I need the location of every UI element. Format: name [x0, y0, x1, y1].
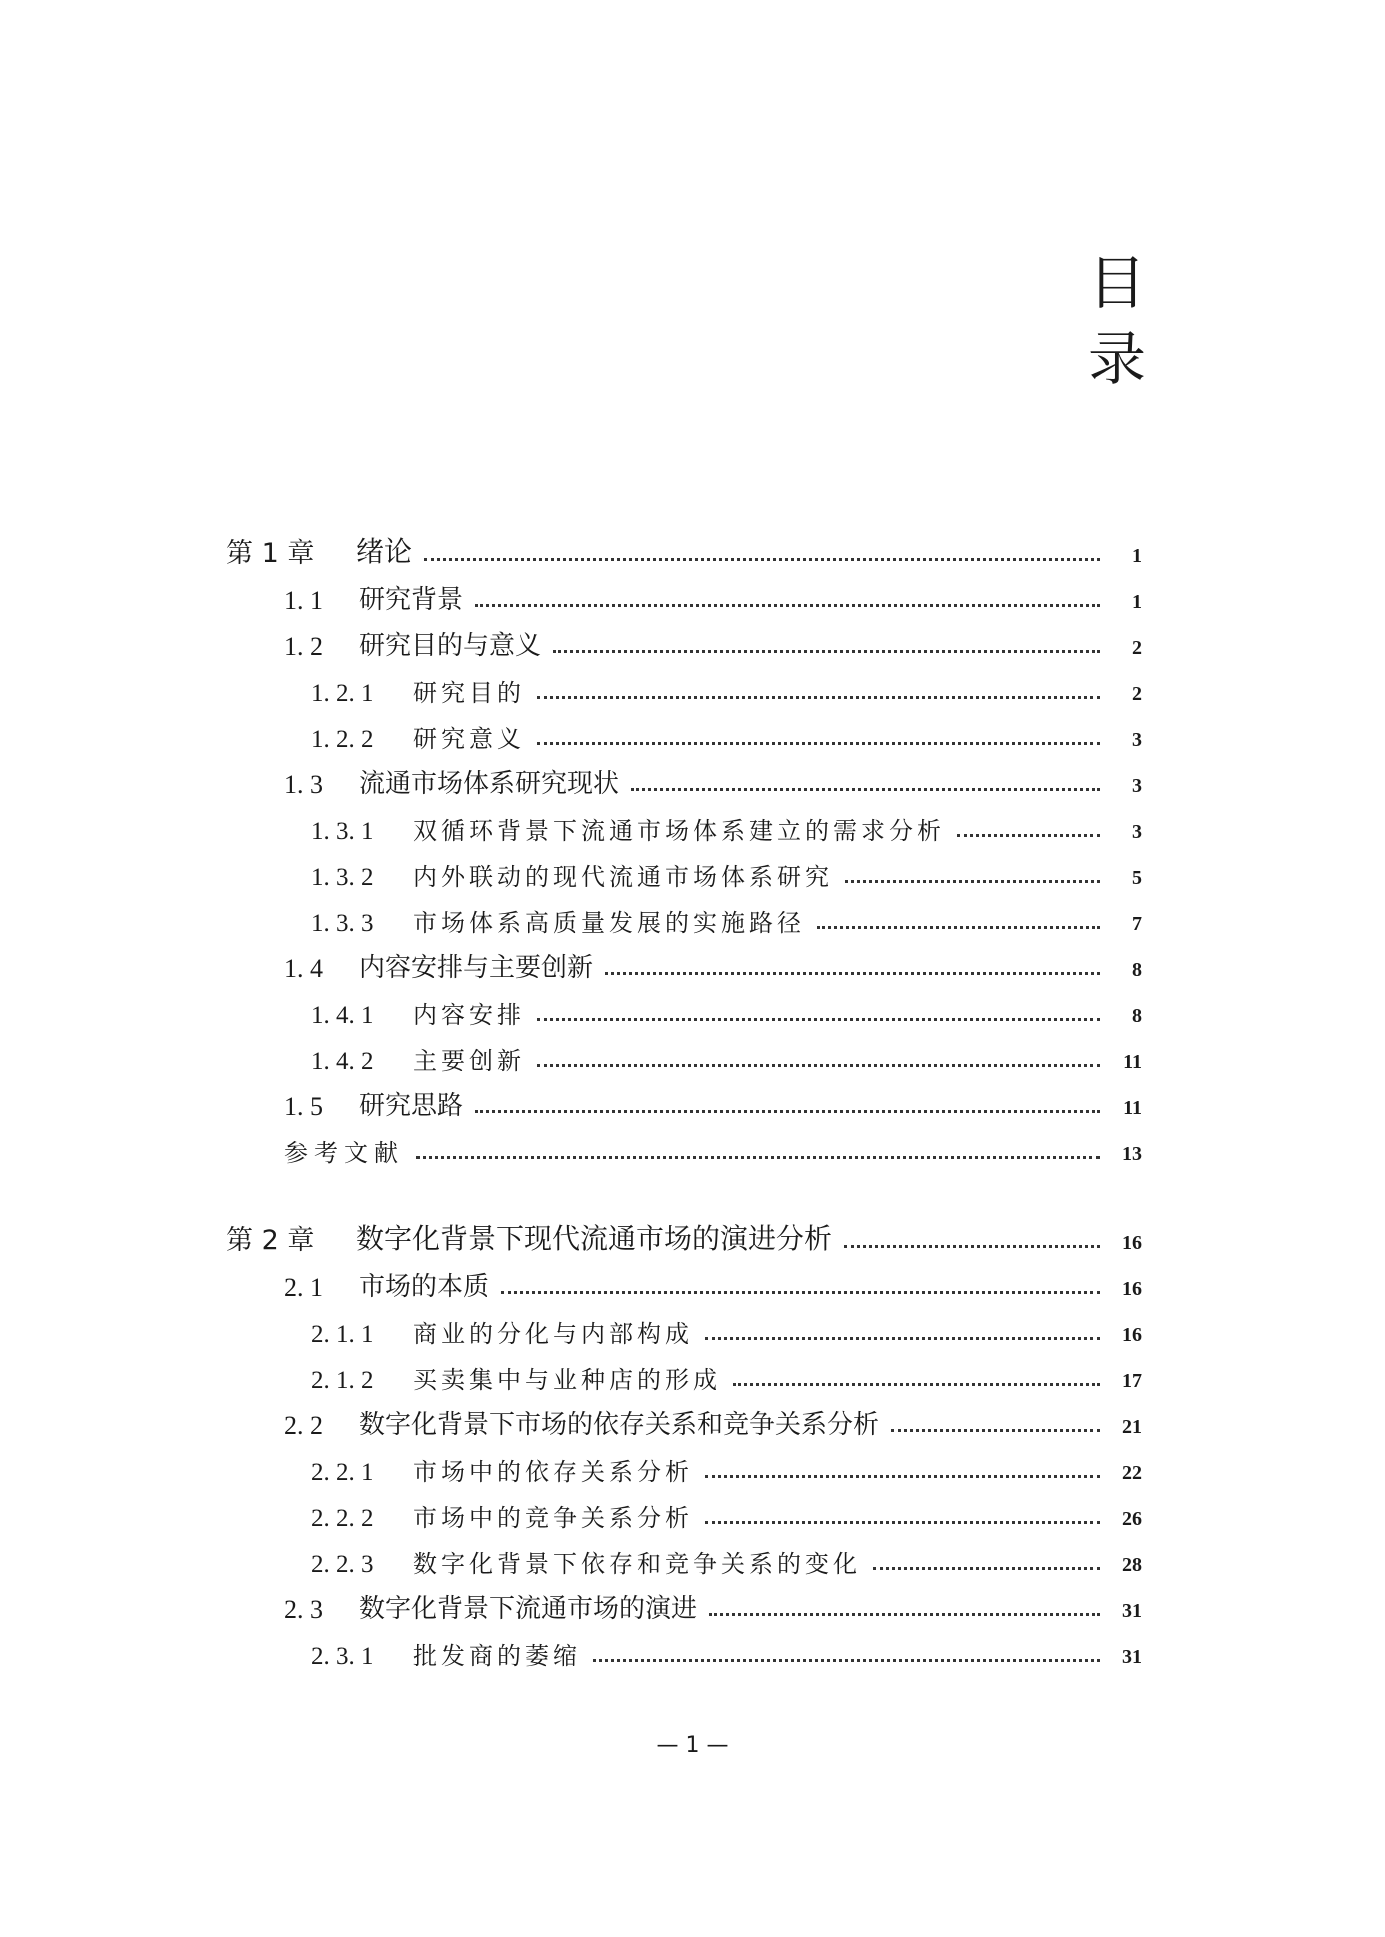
toc-entry [311, 1355, 1142, 1395]
dot-leader [605, 972, 1100, 975]
dot-leader [475, 1110, 1100, 1113]
dot-leader [705, 1521, 1100, 1524]
toc-entry-title: 研究思路 [359, 1091, 464, 1121]
toc-entry-title: 研究目的 [413, 679, 525, 707]
dot-leader [817, 926, 1100, 929]
toc-entry-title: 研究目的与意义 [359, 631, 542, 661]
toc-entry-page: 8 [1132, 1005, 1142, 1027]
toc-entry [311, 1539, 1142, 1579]
toc-entry [311, 898, 1142, 938]
toc-entry-title: 市场的本质 [359, 1272, 490, 1302]
toc-entry-page: 16 [1122, 1324, 1142, 1346]
toc-entry-number: 1. 3 [284, 770, 323, 799]
toc-entry-number: 2. 2 [284, 1411, 323, 1440]
toc-entry-title: 内外联动的现代流通市场体系研究 [413, 863, 833, 891]
toc-entry-title: 批发商的萎缩 [413, 1642, 581, 1670]
toc-entry [311, 714, 1142, 754]
dot-leader [553, 650, 1100, 653]
toc-entry-page: 22 [1122, 1462, 1142, 1484]
page-number-footer: — 1 — [656, 1733, 729, 1758]
toc-entry-number: 1. 3. 2 [311, 864, 374, 891]
toc-entry [311, 668, 1142, 708]
toc-entry-title: 研究背景 [359, 585, 464, 615]
toc-entry-title: 市场中的依存关系分析 [413, 1458, 693, 1486]
toc-entry-page: 3 [1132, 729, 1142, 751]
toc-entry [284, 760, 1142, 800]
dot-leader [475, 604, 1100, 607]
dot-leader [705, 1475, 1100, 1478]
toc-entry [311, 990, 1142, 1030]
toc-entry-page: 26 [1122, 1508, 1142, 1530]
toc-entry-title: 双循环背景下流通市场体系建立的需求分析 [413, 817, 945, 845]
toc-entry-title: 绪论 [356, 535, 413, 568]
toc-entry-page: 8 [1132, 959, 1142, 981]
toc-entry-title: 内容安排 [413, 1001, 525, 1029]
dot-leader [705, 1337, 1100, 1340]
toc-title-char-1: 目 [1088, 249, 1147, 317]
toc-entry-number: 1. 4. 1 [311, 1002, 374, 1029]
toc-entry-page: 7 [1132, 913, 1142, 935]
dot-leader [957, 834, 1100, 837]
toc-entry-title: 参考文献 [284, 1139, 404, 1167]
toc-entry-number: 2. 1. 1 [311, 1321, 374, 1348]
toc-entry-number: 第 2 章 [226, 1225, 315, 1256]
toc-entry-title: 数字化背景下依存和竞争关系的变化 [413, 1550, 861, 1578]
dot-leader [844, 1245, 1100, 1248]
toc-entry-number: 1. 2. 1 [311, 680, 374, 707]
dot-leader [537, 696, 1100, 699]
toc-entry-title: 商业的分化与内部构成 [413, 1320, 693, 1348]
toc-entry-page: 13 [1122, 1143, 1142, 1165]
toc-entry-page: 17 [1122, 1370, 1142, 1392]
toc-entry [226, 1217, 1142, 1257]
toc-entry-page: 31 [1122, 1600, 1142, 1622]
toc-entry-title: 数字化背景下流通市场的演进 [359, 1594, 698, 1624]
toc-entry-number: 2. 2. 3 [311, 1551, 374, 1578]
dot-leader [593, 1659, 1100, 1662]
toc-entry-page: 16 [1122, 1278, 1142, 1300]
toc-entry-page: 1 [1132, 591, 1142, 613]
dot-leader [537, 1018, 1100, 1021]
dot-leader [537, 1064, 1100, 1067]
toc-entry [284, 622, 1142, 662]
toc-entry [311, 852, 1142, 892]
toc-entry [311, 1631, 1142, 1671]
dot-leader [873, 1567, 1100, 1570]
toc-entry [284, 1128, 1142, 1168]
toc-entry-title: 市场中的竞争关系分析 [413, 1504, 693, 1532]
dot-leader [631, 788, 1100, 791]
dot-leader [537, 742, 1100, 745]
toc-entry [311, 1493, 1142, 1533]
toc-entry-page: 11 [1123, 1097, 1142, 1119]
toc-entry-number: 1. 2 [284, 632, 323, 661]
toc-entry [284, 576, 1142, 616]
toc-entry-title: 市场体系高质量发展的实施路径 [413, 909, 805, 937]
toc-entry-page: 28 [1122, 1554, 1142, 1576]
toc-entry [226, 530, 1142, 570]
toc-entry-number: 1. 4 [284, 954, 323, 983]
toc-entry-number: 1. 4. 2 [311, 1048, 374, 1075]
toc-entry-page: 3 [1132, 821, 1142, 843]
dot-leader [709, 1613, 1100, 1616]
toc-entry-number: 1. 3. 1 [311, 818, 374, 845]
toc-entry-page: 5 [1132, 867, 1142, 889]
toc-entry-title: 研究意义 [413, 725, 525, 753]
toc-entry [311, 1036, 1142, 1076]
toc-entry-page: 2 [1132, 683, 1142, 705]
dot-leader [891, 1429, 1100, 1432]
toc-entry-title: 数字化背景下现代流通市场的演进分析 [356, 1222, 833, 1255]
toc-entry [284, 1585, 1142, 1625]
toc-entry [284, 944, 1142, 984]
dot-leader [424, 558, 1100, 561]
toc-entry-page: 11 [1123, 1051, 1142, 1073]
toc-entry-number: 2. 1 [284, 1273, 323, 1302]
dot-leader [845, 880, 1100, 883]
toc-entry [284, 1082, 1142, 1122]
toc-entry-title: 数字化背景下市场的依存关系和竞争关系分析 [359, 1410, 880, 1440]
toc-entry [311, 1309, 1142, 1349]
toc-entry-page: 21 [1122, 1416, 1142, 1438]
toc-entry-title: 买卖集中与业种店的形成 [413, 1366, 721, 1394]
toc-entry [311, 806, 1142, 846]
toc-entry-number: 2. 1. 2 [311, 1367, 374, 1394]
toc-entry-number: 2. 2. 1 [311, 1459, 374, 1486]
toc-entry-title: 流通市场体系研究现状 [359, 769, 620, 799]
toc-entry-page: 1 [1132, 545, 1142, 567]
toc-entry-title: 内容安排与主要创新 [359, 953, 594, 983]
toc-entry [311, 1447, 1142, 1487]
dot-leader [501, 1291, 1100, 1294]
dot-leader [733, 1383, 1100, 1386]
toc-entry-page: 3 [1132, 775, 1142, 797]
toc-entry-number: 2. 3. 1 [311, 1643, 374, 1670]
toc-entry [284, 1401, 1142, 1441]
toc-entry-page: 2 [1132, 637, 1142, 659]
dot-leader [416, 1156, 1100, 1159]
toc-title-char-2: 录 [1088, 325, 1147, 393]
toc-entry-number: 第 1 章 [226, 538, 315, 569]
toc-entry-number: 1. 1 [284, 586, 323, 615]
toc-entry-number: 1. 3. 3 [311, 910, 374, 937]
toc-entry-number: 2. 2. 2 [311, 1505, 374, 1532]
toc-entry-page: 16 [1122, 1232, 1142, 1254]
toc-entry-title: 主要创新 [413, 1047, 525, 1075]
toc-entry-number: 2. 3 [284, 1595, 323, 1624]
toc-entry-number: 1. 2. 2 [311, 726, 374, 753]
toc-entry-page: 31 [1122, 1646, 1142, 1668]
toc-entry-number: 1. 5 [284, 1092, 323, 1121]
toc-entry [284, 1263, 1142, 1303]
